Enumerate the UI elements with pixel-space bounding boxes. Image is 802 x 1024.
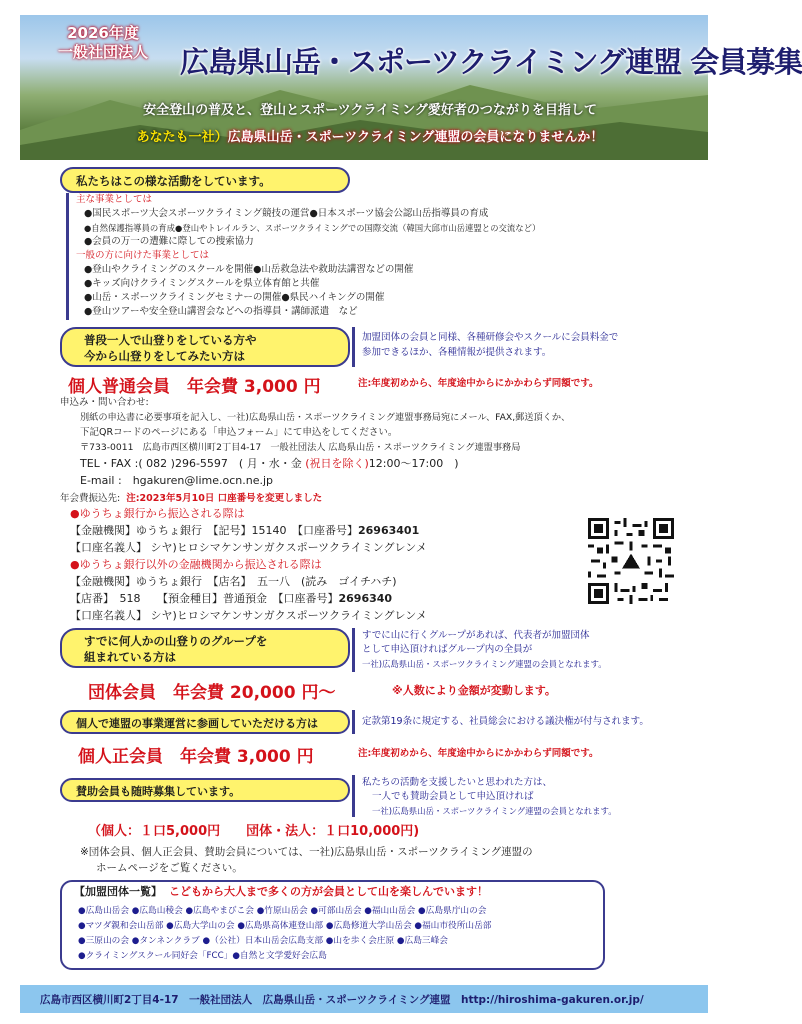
public-item-1: ●登山やクライミングのスクールを開催●山岳救急法や救助法講習などの開催 (84, 264, 414, 275)
individual-desc-bar (352, 327, 357, 367)
apply-address: 〒733-0011 広島市西区横川町2丁目4-17 一般社団法人 広島県山岳・スポーツクライミング連盟事務局 (80, 442, 521, 453)
header-invite (90, 126, 650, 145)
member-row-3: ●三原山の会 ●タンネンクラブ ●（公社）日本山岳会広島支部 ●山を歩く会庄原 ●広島三峰会 (78, 936, 448, 946)
member-list-header (74, 885, 488, 899)
main-item-1: ●国民スポーツ大会スポーツクライミング競技の運営●日本スポーツ協会公認山岳指導員の育成 (84, 208, 489, 219)
payment-note: 注:2023年5月10日 口座番号を変更しました (126, 493, 323, 504)
payment-info (60, 492, 322, 506)
support-note-line2: ホームページをご覧ください。 (96, 862, 243, 874)
page-title: 広島県山岳・スポーツクライミング連盟 会員募集 (180, 45, 802, 79)
footer-text[interactable]: 広島市西区横川町2丁目4-17 一般社団法人 広島県山岳・スポーツクライミング連盟 http://hiroshima-gakuren.or.jp/ (40, 994, 644, 1006)
public-item-3: ●山岳・スポーツクライミングセミナーの開催●県民ハイキングの開催 (84, 292, 385, 303)
other-line1: 【金融機関】ゆうちょ銀行 【店名】 五一八 (読み ゴイチハチ) (70, 575, 397, 588)
support-desc-line1: 私たちの活動を支援したいと思われた方は、 (362, 777, 553, 788)
yucho-account-number: 26963401 (358, 524, 420, 537)
regular-fee: 個人正会員 年会費 3,000 円 (78, 747, 314, 767)
individual-pill (60, 327, 350, 367)
yucho-line1-text: 【金融機関】ゆうちょ銀行 【記号】15140 【口座番号】 (70, 524, 358, 537)
support-pill: 賛助会員も随時募集しています。 (60, 778, 350, 802)
public-item-4: ●登山ツアーや安全登山講習会などへの指導員・講師派遣 など (84, 306, 358, 317)
group-desc-line1: すでに山に行くグループがあれば、代表者が加盟団体 (362, 630, 590, 641)
other-account-number: 2696340 (338, 592, 393, 605)
apply-tel (80, 457, 459, 471)
other-title: ●ゆうちょ銀行以外の金融機関から振込される際は (70, 558, 322, 571)
apply-email[interactable]: E-mail : hgakuren@lime.ocn.ne.jp (80, 474, 274, 487)
individual-pill-line2: 今から山登りをしてみたい方は (84, 349, 245, 363)
other-line2 (70, 592, 392, 606)
individual-desc-line1: 加盟団体の会員と同様、各種研修会やスクールに会員料金で (362, 332, 619, 343)
qr-code-icon[interactable] (588, 518, 674, 604)
main-business-title: 主な事業としては (76, 194, 153, 205)
activities-bar (66, 193, 71, 320)
individual-fee: 個人普通会員 年会費 3,000 円 (68, 377, 321, 397)
group-fee-note: ※人数により金額が変動します。 (392, 684, 556, 697)
group-desc-line3: 一社)広島県山岳・スポーツクライミング連盟の会員となれます。 (362, 659, 607, 669)
payment-label: 年会費振込先: (60, 493, 121, 504)
org-type-text: 一般社団法人 (57, 43, 148, 61)
individual-pill-line1: 普段一人で山登りをしている方や (84, 333, 257, 347)
individual-fee-note: 注:年度初めから、年度途中からにかかわらず同額です。 (358, 378, 599, 389)
regular-desc-bar (352, 710, 357, 734)
tel-hours: 12:00～17:00 ) (368, 457, 459, 470)
tel-note: (祝日を除く) (305, 457, 369, 470)
member-list-catch: こどもから大人まで多くの方が会員として山を楽しんでいます！ (169, 885, 488, 898)
header-year (33, 24, 173, 62)
apply-label: 申込み・問い合わせ: (60, 397, 149, 408)
yucho-line1 (70, 524, 419, 538)
main-item-2: ●自然保護指導員の育成●登山やトレイルラン、スポーツクライミングでの国際交流（韓国大邱市山岳連盟との交流など） (84, 223, 541, 233)
regular-pill: 個人で連盟の事業運営に参画していただける方は (60, 710, 350, 734)
group-pill-line1: すでに何人かの山登りのグループを (84, 634, 268, 648)
support-desc-line2: 一人でも賛助会員として申込頂ければ (372, 791, 534, 802)
regular-fee-note: 注:年度初めから、年度途中からにかかわらず同額です。 (358, 748, 599, 759)
other-line3: 【口座名義人】 シヤ)ヒロシマケンサンガクスポーツクライミングレンメ (70, 609, 427, 622)
member-row-2: ●マツダ親和会山岳部 ●広島大学山の会 ●広島県高体連登山部 ●広島修道大学山岳会 ●福山市役所山岳部 (78, 921, 492, 931)
support-desc-bar (352, 775, 357, 817)
support-note-line1: ※団体会員、個人正会員、賛助会員については、一社)広島県山岳・スポーツクライミング連盟の (80, 846, 533, 858)
individual-desc-line2: 参加できるほか、各種情報が提供されます。 (362, 347, 552, 358)
yucho-title: ●ゆうちょ銀行から振込される際は (70, 507, 245, 520)
support-fee: （個人：１口5,000円 団体・法人：１口10,000円) (88, 824, 420, 839)
group-pill-line2: 組まれている方は (84, 650, 176, 664)
yucho-line2: 【口座名義人】 シヤ)ヒロシマケンサンガクスポーツクライミングレンメ (70, 541, 427, 554)
public-business-title: 一般の方に向けた事業としては (76, 250, 210, 261)
support-desc-line3: 一社)広島県山岳・スポーツクライミング連盟の会員となれます。 (372, 806, 617, 816)
year-text: 2026年度 (67, 24, 139, 42)
public-item-2: ●キッズ向けクライミングスクールを県立体育館と共催 (84, 278, 320, 289)
member-list-heading: 【加盟団体一覧】 (74, 885, 162, 898)
regular-desc: 定款第19条に規定する、社員総会における議決権が付与されます。 (362, 716, 649, 727)
group-desc-bar (352, 628, 357, 672)
invite-main: 広島県山岳・スポーツクライミング連盟の会員になりませんか！ (227, 130, 604, 145)
invite-prefix: あなたも一社） (136, 130, 228, 145)
member-row-4: ●クライミングスクール同好会「FCC」●自然と文学愛好会広島 (78, 951, 327, 961)
apply-line2: 下記QRコードのページにある「申込フォーム」にて申込をしてください。 (80, 427, 398, 438)
activities-heading: 私たちはこの様な活動をしています。 (60, 167, 350, 193)
group-pill (60, 628, 350, 668)
group-fee: 団体会員 年会費 20,000 円～ (88, 683, 336, 703)
member-row-1: ●広島山岳会 ●広島山稜会 ●広島やまびこ会 ●竹原山岳会 ●可部山岳会 ●福山山岳会 ●広島県庁山の会 (78, 906, 487, 916)
main-item-3: ●会員の万一の遭難に際しての捜索協力 (84, 236, 254, 247)
other-line2-text: 【店番】 518 【預金種目】普通預金 【口座番号】 (70, 592, 339, 605)
header-subtitle: 安全登山の普及と、登山とスポーツクライミング愛好者のつながりを目指して (143, 103, 597, 118)
group-desc-line2: として申込頂ければグループ内の全員が (362, 644, 533, 655)
apply-line1: 別紙の申込書に必要事項を記入し、一社)広島県山岳・スポーツクライミング連盟事務局宛にメール、FAX,郵送頂くか、 (80, 412, 571, 423)
tel-text: TEL・FAX :( 082 )296-5597 ( 月・水・金 (80, 457, 306, 470)
